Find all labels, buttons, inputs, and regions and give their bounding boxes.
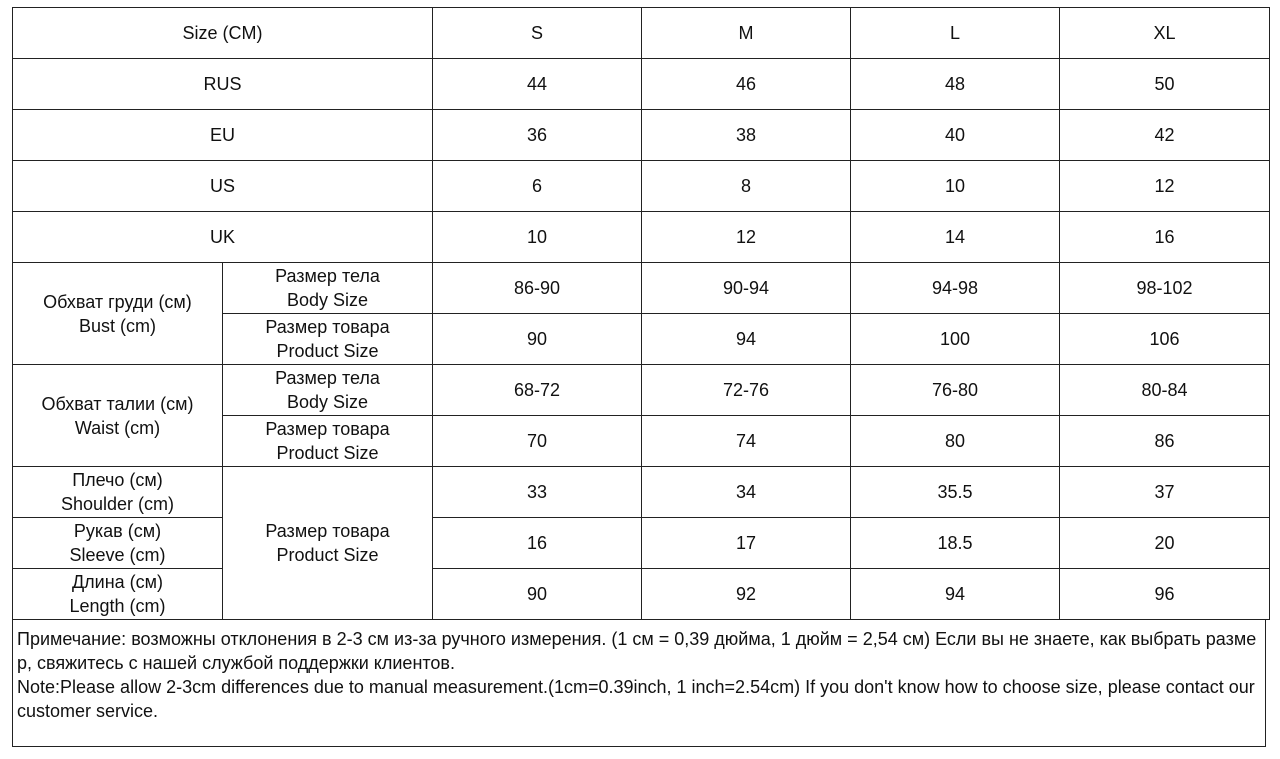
table-row — [13, 518, 1270, 569]
size-header-m: M — [642, 8, 851, 59]
table-row — [13, 569, 1270, 620]
table-cell: 76-80 — [851, 365, 1060, 416]
note-en: Note:Please allow 2-3cm differences due to manual measurement.(1cm=0.39inch, 1 inch=2.54cm) If you don't know how to choose size, please contact our customer service. — [17, 677, 1255, 721]
size-header-l: L — [851, 8, 1060, 59]
table-cell: 10 — [851, 161, 1060, 212]
table-cell: 44 — [433, 59, 642, 110]
row-label-rus: RUS — [13, 59, 433, 110]
table-row — [13, 161, 1270, 212]
table-cell: 80 — [851, 416, 1060, 467]
shoulder-label — [13, 467, 223, 518]
measurement-note — [12, 620, 1266, 747]
table-cell: 14 — [851, 212, 1060, 263]
table-cell: 74 — [642, 416, 851, 467]
table-cell: 96 — [1060, 569, 1270, 620]
header-row — [13, 8, 1270, 59]
measure-type-ru: Размер товара — [265, 317, 390, 337]
table-cell: 86-90 — [433, 263, 642, 314]
size-header-label: Size (CM) — [13, 8, 433, 59]
table-cell: 86 — [1060, 416, 1270, 467]
sleeve-label — [13, 518, 223, 569]
length-label-en: Length (cm) — [69, 596, 166, 616]
table-cell: 94 — [851, 569, 1060, 620]
measure-type — [223, 365, 433, 416]
table-cell: 8 — [642, 161, 851, 212]
size-header-xl: XL — [1060, 8, 1270, 59]
table-cell: 80-84 — [1060, 365, 1270, 416]
table-cell: 40 — [851, 110, 1060, 161]
table-row — [13, 365, 1270, 416]
table-cell: 98-102 — [1060, 263, 1270, 314]
note-ru: Примечание: возможны отклонения в 2-3 см из-за ручного измерения. (1 см = 0,39 дюйма, 1 дюйм = 2,54 см) Если вы не знаете, как выбрать размер, свяжитесь с нашей службой поддержки клиентов. — [17, 629, 1257, 673]
length-label-ru: Длина (см) — [71, 572, 164, 592]
table-cell: 94-98 — [851, 263, 1060, 314]
waist-label — [13, 365, 223, 467]
measure-type-en: Body Size — [286, 290, 369, 310]
table-cell: 10 — [433, 212, 642, 263]
table-cell: 46 — [642, 59, 851, 110]
table-row — [13, 212, 1270, 263]
size-chart — [12, 7, 1269, 747]
length-label — [13, 569, 223, 620]
table-cell: 100 — [851, 314, 1060, 365]
measure-type-ru: Размер тела — [275, 368, 380, 388]
table-cell: 18.5 — [851, 518, 1060, 569]
measure-type — [223, 314, 433, 365]
measure-type — [223, 467, 433, 620]
measure-type-ru: Размер товара — [265, 521, 390, 541]
table-row — [13, 467, 1270, 518]
table-cell: 35.5 — [851, 467, 1060, 518]
table-cell: 6 — [433, 161, 642, 212]
table-cell: 92 — [642, 569, 851, 620]
table-row — [13, 110, 1270, 161]
sleeve-label-ru: Рукав (см) — [73, 521, 162, 541]
table-cell: 16 — [433, 518, 642, 569]
table-row — [13, 59, 1270, 110]
table-cell: 16 — [1060, 212, 1270, 263]
bust-label — [13, 263, 223, 365]
measure-type-en: Body Size — [286, 392, 369, 412]
measure-type-ru: Размер тела — [275, 266, 380, 286]
table-cell: 90 — [433, 569, 642, 620]
waist-label-ru: Обхват талии (см) — [41, 393, 194, 414]
measure-type-en: Product Size — [276, 341, 379, 361]
table-cell: 90 — [433, 314, 642, 365]
table-cell: 12 — [1060, 161, 1270, 212]
measure-type — [223, 263, 433, 314]
waist-label-en: Waist (cm) — [74, 417, 161, 438]
table-cell: 72-76 — [642, 365, 851, 416]
table-cell: 68-72 — [433, 365, 642, 416]
measure-type — [223, 416, 433, 467]
bust-label-ru: Обхват груди (см) — [43, 291, 192, 312]
table-cell: 20 — [1060, 518, 1270, 569]
measure-type-en: Product Size — [276, 443, 379, 463]
measure-type-en: Product Size — [276, 545, 379, 565]
sleeve-label-en: Sleeve (cm) — [69, 545, 166, 565]
size-header-s: S — [433, 8, 642, 59]
row-label-uk: UK — [13, 212, 433, 263]
shoulder-label-ru: Плечо (см) — [72, 470, 163, 490]
table-cell: 94 — [642, 314, 851, 365]
table-cell: 90-94 — [642, 263, 851, 314]
bust-label-en: Bust (cm) — [78, 315, 156, 336]
table-cell: 106 — [1060, 314, 1270, 365]
table-cell: 38 — [642, 110, 851, 161]
table-cell: 33 — [433, 467, 642, 518]
table-cell: 42 — [1060, 110, 1270, 161]
row-label-us: US — [13, 161, 433, 212]
measure-type-ru: Размер товара — [265, 419, 390, 439]
table-cell: 17 — [642, 518, 851, 569]
table-cell: 48 — [851, 59, 1060, 110]
table-cell: 50 — [1060, 59, 1270, 110]
table-row — [13, 263, 1270, 314]
table-cell: 36 — [433, 110, 642, 161]
table-cell: 12 — [642, 212, 851, 263]
row-label-eu: EU — [13, 110, 433, 161]
table-cell: 70 — [433, 416, 642, 467]
shoulder-label-en: Shoulder (cm) — [60, 494, 175, 514]
table-cell: 34 — [642, 467, 851, 518]
table-cell: 37 — [1060, 467, 1270, 518]
size-table — [12, 7, 1270, 620]
